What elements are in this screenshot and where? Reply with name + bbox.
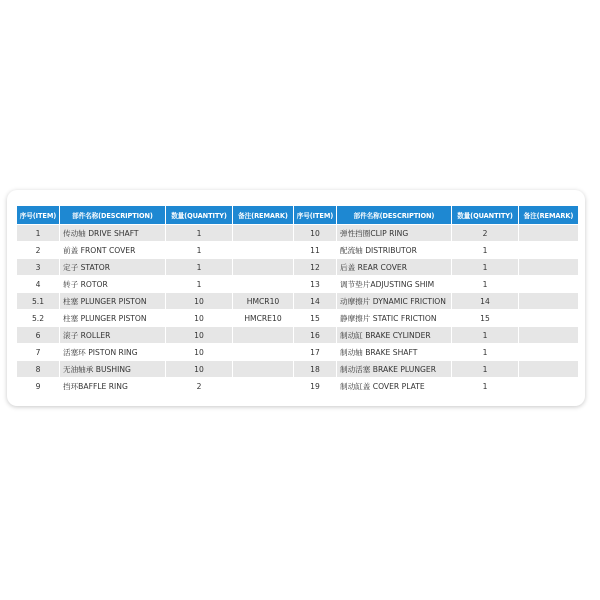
item-number: 1 (17, 225, 59, 241)
table-row (17, 310, 578, 326)
remark (233, 361, 293, 377)
item-number: 8 (17, 361, 59, 377)
description: 制动缸盖 COVER PLATE (337, 378, 451, 394)
quantity: 1 (452, 242, 518, 258)
table-row (17, 344, 578, 360)
header-item-right: 序号(ITEM) (294, 206, 336, 224)
quantity: 10 (166, 344, 232, 360)
item-number: 16 (294, 327, 336, 343)
item-number: 5.2 (17, 310, 59, 326)
table-row (17, 259, 578, 275)
quantity: 10 (166, 293, 232, 309)
remark (519, 310, 578, 326)
remark (519, 276, 578, 292)
remark (233, 242, 293, 258)
quantity: 14 (452, 293, 518, 309)
description: 柱塞 PLUNGER PISTON (60, 293, 165, 309)
item-number: 3 (17, 259, 59, 275)
description: 挡环BAFFLE RING (60, 378, 165, 394)
parts-table (16, 205, 579, 395)
item-number: 4 (17, 276, 59, 292)
description: 传动轴 DRIVE SHAFT (60, 225, 165, 241)
header-remark-left: 备注(REMARK) (233, 206, 293, 224)
remark (519, 378, 578, 394)
quantity: 1 (166, 276, 232, 292)
quantity: 15 (452, 310, 518, 326)
description: 静摩擦片 STATIC FRICTION (337, 310, 451, 326)
header-description-left: 部件名称(DESCRIPTION) (60, 206, 165, 224)
quantity: 1 (452, 344, 518, 360)
quantity: 2 (452, 225, 518, 241)
item-number: 9 (17, 378, 59, 394)
description: 定子 STATOR (60, 259, 165, 275)
description: 柱塞 PLUNGER PISTON (60, 310, 165, 326)
item-number: 7 (17, 344, 59, 360)
table-row (17, 327, 578, 343)
quantity: 10 (166, 327, 232, 343)
quantity: 1 (452, 361, 518, 377)
description: 制动缸 BRAKE CYLINDER (337, 327, 451, 343)
remark (233, 378, 293, 394)
item-number: 18 (294, 361, 336, 377)
item-number: 10 (294, 225, 336, 241)
item-number: 6 (17, 327, 59, 343)
remark: HMCR10 (233, 293, 293, 309)
quantity: 1 (452, 259, 518, 275)
description: 配流轴 DISTRIBUTOR (337, 242, 451, 258)
description: 滚子 ROLLER (60, 327, 165, 343)
remark (519, 293, 578, 309)
remark (233, 276, 293, 292)
item-number: 15 (294, 310, 336, 326)
description: 制动轴 BRAKE SHAFT (337, 344, 451, 360)
table-header-row (17, 206, 578, 224)
quantity: 1 (166, 242, 232, 258)
item-number: 2 (17, 242, 59, 258)
table-row (17, 361, 578, 377)
item-number: 13 (294, 276, 336, 292)
quantity: 2 (166, 378, 232, 394)
item-number: 5.1 (17, 293, 59, 309)
description: 活塞环 PISTON RING (60, 344, 165, 360)
remark (519, 259, 578, 275)
description: 动摩擦片 DYNAMIC FRICTION (337, 293, 451, 309)
description: 调节垫片ADJUSTING SHIM (337, 276, 451, 292)
remark (519, 344, 578, 360)
header-remark-right: 备注(REMARK) (519, 206, 578, 224)
remark (519, 242, 578, 258)
header-description-right: 部件名称(DESCRIPTION) (337, 206, 451, 224)
remark (233, 259, 293, 275)
remark (233, 344, 293, 360)
remark (519, 225, 578, 241)
quantity: 1 (452, 378, 518, 394)
quantity: 1 (452, 327, 518, 343)
description: 后盖 REAR COVER (337, 259, 451, 275)
table-row (17, 378, 578, 394)
remark (519, 327, 578, 343)
header-quantity-left: 数量(QUANTITY) (166, 206, 232, 224)
description: 弹性挡圈CLIP RING (337, 225, 451, 241)
description: 无油轴承 BUSHING (60, 361, 165, 377)
quantity: 1 (452, 276, 518, 292)
description: 前盖 FRONT COVER (60, 242, 165, 258)
table-row (17, 276, 578, 292)
item-number: 11 (294, 242, 336, 258)
description: 转子 ROTOR (60, 276, 165, 292)
table-row (17, 293, 578, 309)
item-number: 12 (294, 259, 336, 275)
remark (233, 327, 293, 343)
table-row (17, 242, 578, 258)
quantity: 10 (166, 361, 232, 377)
table-row (17, 225, 578, 241)
header-quantity-right: 数量(QUANTITY) (452, 206, 518, 224)
remark (233, 225, 293, 241)
remark: HMCRE10 (233, 310, 293, 326)
quantity: 10 (166, 310, 232, 326)
remark (519, 361, 578, 377)
item-number: 17 (294, 344, 336, 360)
item-number: 19 (294, 378, 336, 394)
description: 制动活塞 BRAKE PLUNGER (337, 361, 451, 377)
item-number: 14 (294, 293, 336, 309)
header-item-left: 序号(ITEM) (17, 206, 59, 224)
quantity: 1 (166, 259, 232, 275)
quantity: 1 (166, 225, 232, 241)
